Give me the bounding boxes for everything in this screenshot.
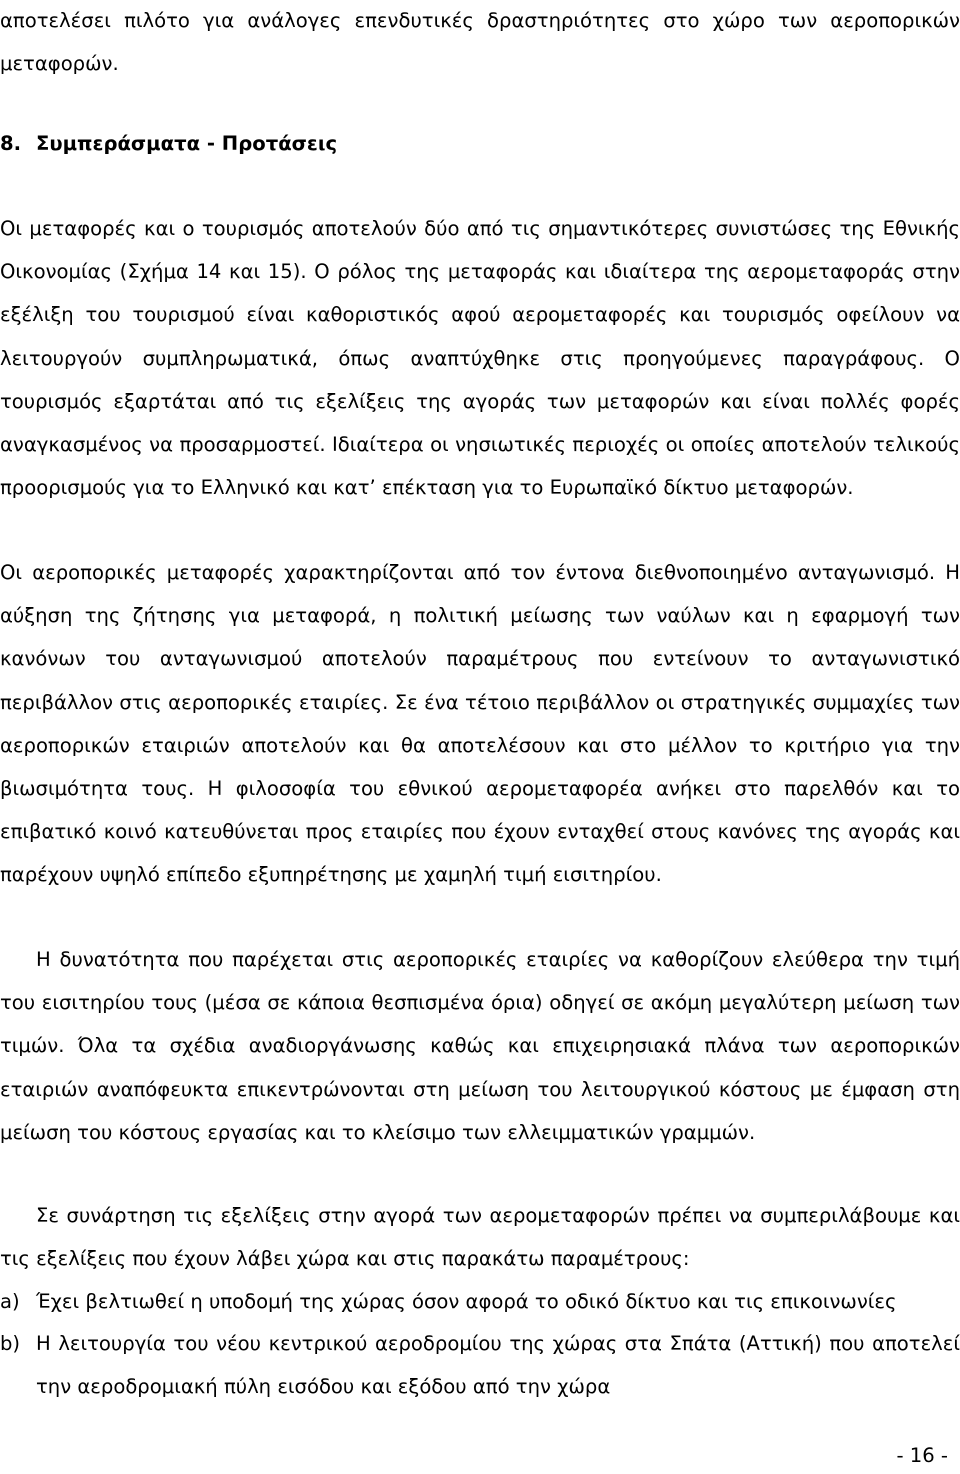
list-marker: a) [0,1290,20,1313]
list-item-text: Έχει βελτιωθεί η υποδομή της χώρας όσον αφορά το οδικό δίκτυο και τις επικοινωνίες [36,1290,897,1313]
section-heading [0,122,337,165]
list-marker: b) [0,1332,21,1355]
paragraph-parameters-intro: Σε συνάρτηση τις εξελίξεις στην αγορά των αερομεταφορών πρέπει να συμπεριλάβουμε και τις εξελίξεις που έχουν λάβει χώρα και στις παρακάτω παραμέτρους: [0,1204,960,1271]
intro-paragraph: αποτελέσει πιλότο για ανάλογες επενδυτικές δραστηριότητες στο χώρο των αεροπορικών μεταφορών. [0,9,960,76]
paragraph-air-transport-competition: Οι αεροπορικές μεταφορές χαρακτηρίζονται από τον έντονα διεθνοποιημένο ανταγωνισμό. Η αύξηση της ζήτησης για μεταφορά, η πολιτική μείωσης των ναύλων και η εφαρμογή των κανόνων του ανταγωνισμού αποτελούν παραμέτρους που εντείνουν το ανταγωνιστικό περιβάλλον στις αεροπορικές εταιρίες. Σε ένα τέτοιο περιβάλλον οι στρατηγικές συμμαχίες των αεροπορικών εταιριών αποτελούν και θα αποτελέσουν και στο μέλλον το κριτήριο για την βιωσιμότητα τους. Η φιλοσοφία του εθνικού αερομεταφορέα ανήκει στο παρελθόν και το επιβατικό κοινό κατευθύνεται προς εταιρίες που έχουν ενταχθεί στους κανόνες της αγοράς και παρέχουν υψηλό επίπεδο εξυπηρέτησης με χαμηλή τιμή εισιτηρίου. [0,561,960,887]
list-item-a [0,1280,960,1323]
page-number: - 16 - [896,1444,948,1467]
list-item-text: Η λειτουργία του νέου κεντρικού αεροδρομίου της χώρας στα Σπάτα (Αττική) που αποτελεί την αεροδρομιακή πύλη εισόδου και εξόδου από την χώρα [36,1332,960,1399]
list-item-b [0,1322,960,1408]
paragraph-transport-tourism: Οι μεταφορές και ο τουρισμός αποτελούν δύο από τις σημαντικότερες συνιστώσες της Εθνικής Οικονομίας (Σχήμα 14 και 15). Ο ρόλος της μεταφοράς και ιδιαίτερα της αερομεταφοράς στην εξέλιξη του τουρισμού είναι καθοριστικός αφού αερομεταφορές και τουρισμός οφείλουν να λειτουργούν συμπληρωματικά, όπως αναπτύχθηκε στις προηγούμενες παραγράφους. Ο τουρισμός εξαρτάται από τις εξελίξεις της αγοράς των μεταφορών και είναι πολλές φορές αναγκασμένος να προσαρμοστεί. Ιδιαίτερα οι νησιωτικές περιοχές οι οποίες αποτελούν τελικούς προορισμούς για το Ελληνικό και κατ’ επέκταση για το Ευρωπαϊκό δίκτυο μεταφορών. [0,217,960,500]
paragraph-ticket-pricing: Η δυνατότητα που παρέχεται στις αεροπορικές εταιρίες να καθορίζουν ελεύθερα την τιμή του εισιτηρίου τους (μέσα σε κάποια θεσπισμένα όρια) οδηγεί σε ακόμη μεγαλύτερη μείωση των τιμών. Όλα τα σχέδια αναδιοργάνωσης καθώς και επιχειρησιακά πλάνα των αεροπορικών εταιριών αναπόφευκτα επικεντρώνονται στη μείωση του λειτουργικού κόστους με έμφαση στη μείωση του κόστους εργασίας και το κλείσιμο των ελλειμματικών γραμμών. [0,948,960,1144]
section-number: 8. [0,132,22,155]
section-title: Συμπεράσματα - Προτάσεις [36,132,338,155]
